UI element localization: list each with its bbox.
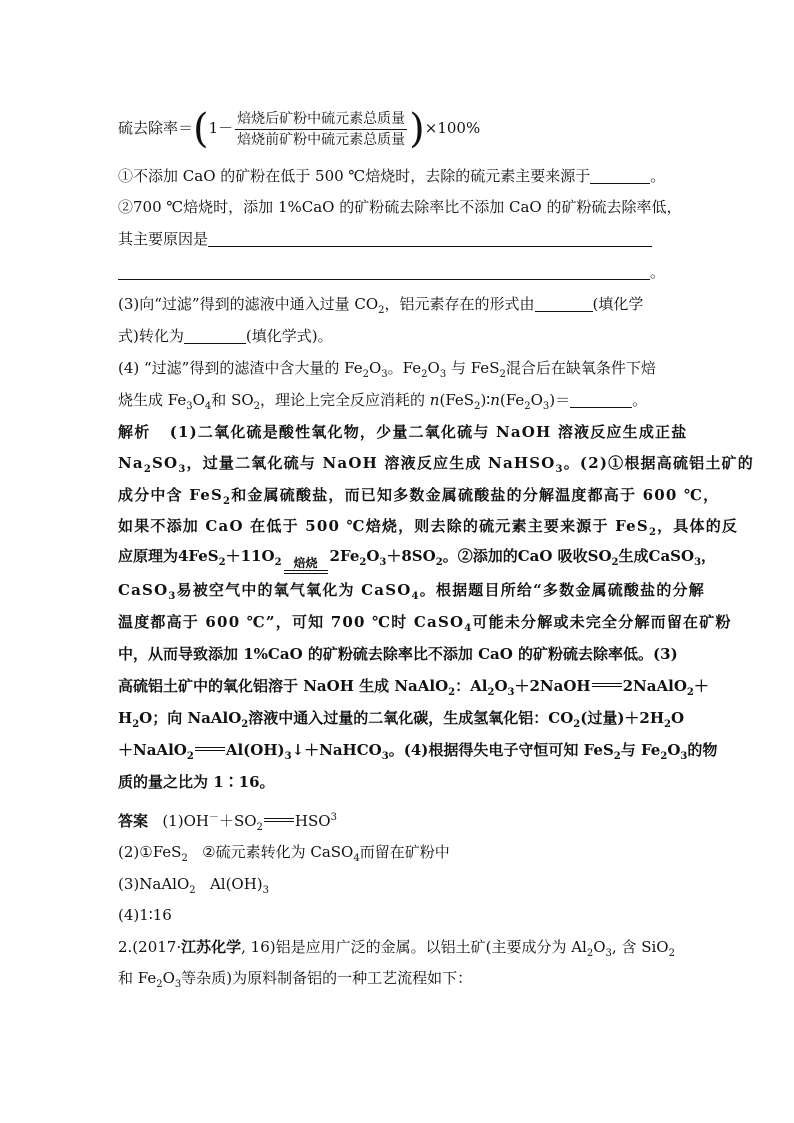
analysis-line-7: 温度都高于 600 ℃”，可知 700 ℃时 CaSO$_4$可能未分解或未完全分解而留在矿粉 — [118, 613, 732, 634]
question-2-part-2-reason-cont: 。 — [118, 262, 665, 282]
question-2-part-1: ①不添加 CaO 的矿粉在低于 500 ℃焙烧时，去除的硫元素主要来源于 。 — [118, 167, 666, 185]
analysis-line-6: CaSO$_3$易被空气中的氧气氧化为 CaSO$_4$。根据题目所给“多数金属硫酸盐的分解 — [118, 581, 705, 602]
analysis-line-10: $H_2O$；向 NaAlO$_2$溶液中通入过量的二氧化碳，生成氢氧化铝：$CO_2$(过量)$+2H_2O$ — [118, 709, 685, 730]
question-3-cont: 式)转化为 (填化学式)。 — [118, 327, 333, 345]
question-3: (3)向“过滤”得到的滤液中通入过量 $CO_2$，铝元素存在的形式由 (填化学 — [118, 295, 644, 316]
analysis-line-5: 应原理为$4FeS_2+11O_2$ 焙烧 $2Fe_2O_3+8SO_2$。②添加的CaO 吸收$SO_2$生成CaSO$_3$， — [118, 546, 716, 574]
reaction-arrow-roasting: 焙烧 — [284, 557, 328, 574]
answer-blank[interactable] — [535, 295, 593, 312]
answer-line-3: (3)NaAlO$_2$ $Al(OH)_3$ — [118, 875, 270, 896]
analysis-line-9: 高硫铝土矿中的氧化铝溶于 NaOH 生成 NaAlO$_2$：$Al_2O_3+2NaOH$ 2NaAlO$_2$＋ — [118, 677, 709, 698]
question-next-cont: 和 $Fe_2O_3$等杂质)为原料制备铝的一种工艺流程如下： — [118, 969, 473, 990]
analysis-line-2: $Na_2SO_3$，过量二氧化硫与 NaOH 溶液反应生成 NaHSO$_3$。(2)①根据高硫铝土矿的 — [118, 454, 754, 475]
analysis-line-1: 解析 (1)二氧化硫是酸性氧化物，少量二氧化硫与 NaOH 溶液反应生成正盐 — [118, 423, 688, 441]
formula-fraction: $\frac{\text{焙烧后矿粉中硫元素总质量}}{\text{焙烧前矿粉中硫元素总质量}}$ — [237, 110, 406, 148]
answer-line-1: 答案 $(1)OH^-+SO_2$ HSO$^3$ — [118, 812, 337, 833]
answer-line-4: (4)1∶16 — [118, 906, 172, 924]
answer-label: 答案 — [118, 812, 149, 830]
question-4: (4) “过滤”得到的滤渣中含大量的 $Fe_2O_3$。$Fe_2O_3$ 与 FeS$_2$混合后在缺氧条件下焙 — [118, 359, 656, 380]
question-2-part-2: ②700 ℃焙烧时，添加 1%CaO 的矿粉硫去除率比不添加 CaO 的矿粉硫去除率低， — [118, 198, 682, 216]
analysis-line-11: ＋NaAlO$_2$ $Al(OH)_3↓+NaHCO_3$。(4)根据得失电子守恒可知 FeS$_2$与 $Fe_2O_3$的物 — [118, 741, 718, 762]
analysis-label: 解析 — [118, 423, 151, 441]
analysis-line-3: 成分中含 FeS$_2$和金属硫酸盐，而已知多数金属硫酸盐的分解温度都高于 600 ℃， — [118, 486, 720, 507]
analysis-line-4: 如果不添加 CaO 在低于 500 ℃焙烧，则去除的硫元素主要来源于 FeS$_2$，具体的反 — [118, 517, 739, 538]
answer-blank[interactable] — [184, 327, 246, 344]
sulfur-removal-formula: 硫去除率＝(1－ $\frac{\text{焙烧后矿粉中硫元素总质量}}{\text{焙烧前矿粉中硫元素总质量}}$ )×100% — [118, 106, 481, 152]
question-next: 2.(2017·江苏化学, 16)铝是应用广泛的金属。以铝土矿(主要成分为 $Al_2O_3$, 含 SiO$_2$ — [118, 938, 675, 959]
question-2-part-2-reason: 其主要原因是 — [118, 229, 652, 249]
answer-blank[interactable] — [590, 167, 650, 184]
answer-blank[interactable] — [118, 263, 650, 280]
answer-line-2: (2)①FeS$_2$ ②硫元素转化为 CaSO$_4$而留在矿粉中 — [118, 843, 450, 864]
analysis-line-12: 质的量之比为 1∶16。 — [118, 773, 275, 791]
answer-blank[interactable] — [208, 230, 652, 247]
analysis-line-8: 中，从而导致添加 1%CaO 的矿粉硫去除率比不添加 CaO 的矿粉硫去除率低。(3) — [118, 645, 678, 663]
question-4-cont: 烧生成 $Fe_3O_4$和 $SO_2$，理论上完全反应消耗的 $n(FeS_2)∶n(Fe_2O_3)=$ 。 — [118, 391, 648, 412]
answer-blank[interactable] — [570, 391, 632, 408]
